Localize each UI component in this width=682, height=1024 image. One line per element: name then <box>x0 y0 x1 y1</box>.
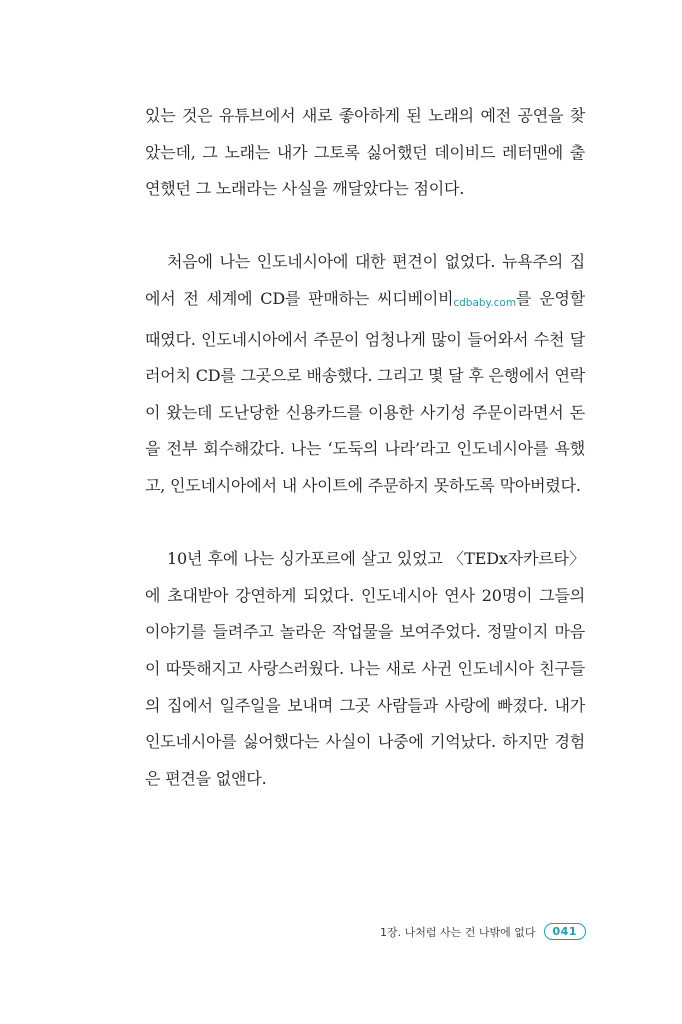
cdbaby-link: cdbaby.com <box>453 296 517 309</box>
paragraph-1: 있는 것은 유튜브에서 새로 좋아하게 된 노래의 예전 공연을 찾았는데, 그 노래는 내가 그토록 싫어했던 데이비드 레터맨에 출연했던 그 노래라는 사실을 깨달았다는 점이다. <box>145 106 585 199</box>
paragraph-2-before: 처음에 나는 인도네시아에 대한 편견이 없었다. 뉴욕주의 집에서 전 세계에 CD를 판매하는 씨디베이비 <box>145 252 585 308</box>
page-number: 041 <box>544 923 586 940</box>
paragraph-2 <box>145 244 585 504</box>
body-text <box>145 98 585 797</box>
paragraph-2-after: 를 운영할 때였다. 인도네시아에서 주문이 엄청나게 많이 들어와서 수천 달러어치 CD를 그곳으로 배송했다. 그리고 몇 달 후 은행에서 연락이 왔는데 도난당한 신용카드를 이용한 사기성 주문이라면서 돈을 전부 회수해갔다. 나는 ‘도둑의 나라’라고 인도네시아를 욕했고, 인도네시아에서 내 사이트에 주문하지 못하도록 막아버렸다. <box>145 288 585 495</box>
page-footer <box>380 923 586 940</box>
paragraph-3: 10년 후에 나는 싱가포르에 살고 있었고 〈TEDx자카르타〉에 초대받아 강연하게 되었다. 인도네시아 연사 20명이 그들의 이야기를 들려주고 놀라운 작업물을 보여주었다. 정말이지 마음이 따뜻해지고 사랑스러웠다. 나는 새로 사귄 인도네시아 친구들의 집에서 일주일을 보내며 그곳 사람들과 사랑에 빠졌다. 내가 인도네시아를 싫어했다는 사실이 나중에 기억났다. 하지만 경험은 편견을 없앤다. <box>145 549 585 788</box>
chapter-title: 1장. 나처럼 사는 건 나밖에 없다 <box>380 925 536 939</box>
